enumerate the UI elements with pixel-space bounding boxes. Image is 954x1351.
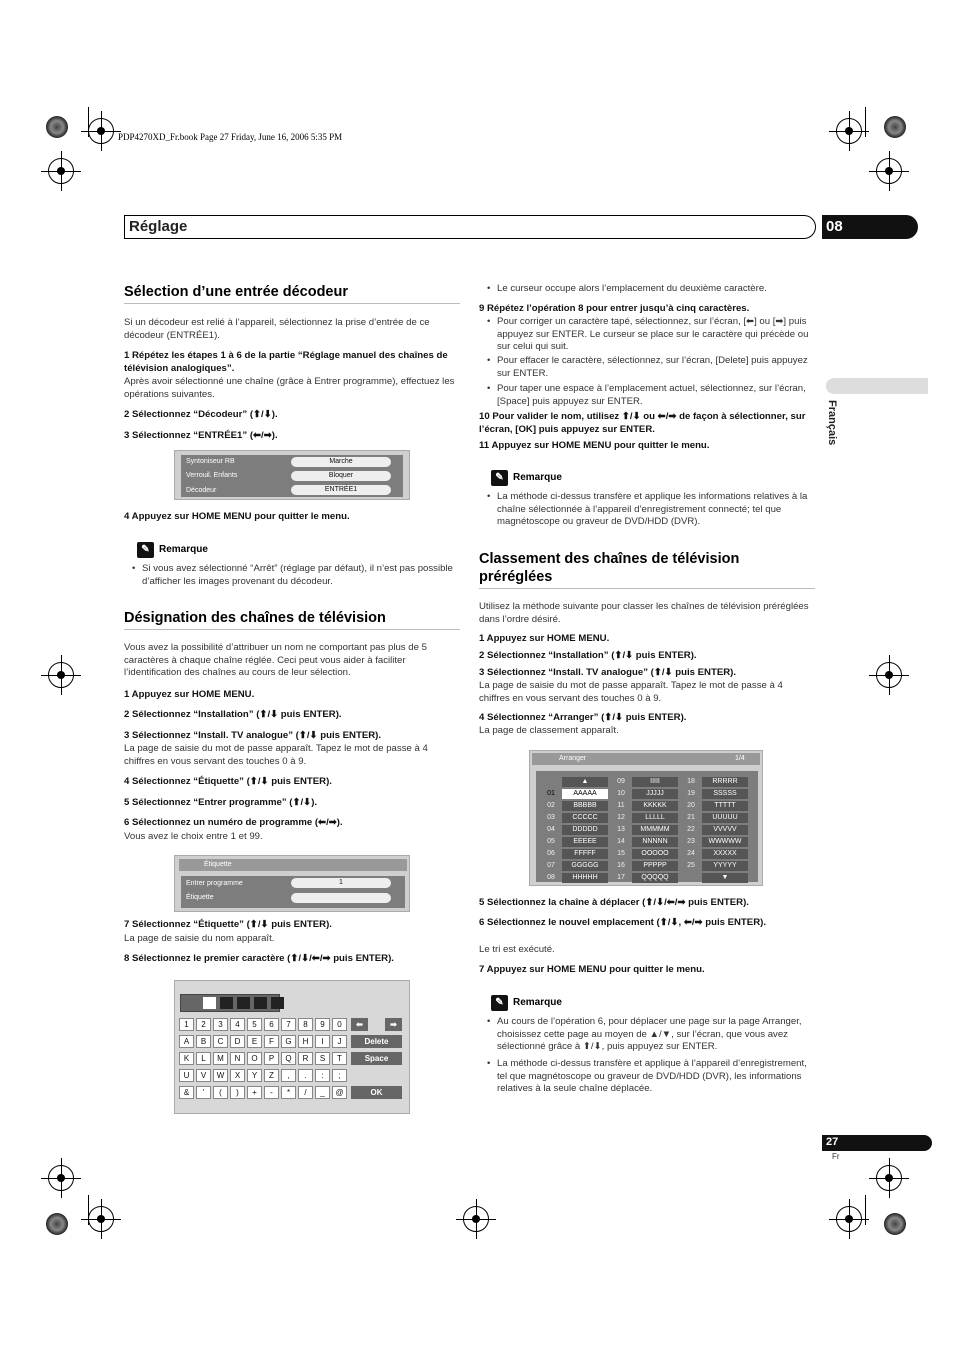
channel-number: 16 [617,862,625,869]
channel-number: 02 [547,802,555,809]
key[interactable]: N [230,1052,245,1065]
registration-star-mark [46,1213,68,1235]
channel-name[interactable]: QQQQQ [632,873,678,883]
osd-label: Syntoniseur RB [186,458,235,465]
char-slot [203,997,216,1009]
channel-name[interactable]: GGGGG [562,861,608,871]
step: 2 Sélectionnez “Installation” (⬆/⬇ puis ENTER). [124,709,342,720]
channel-number: 01 [547,790,555,797]
crosshair-mark [48,158,74,184]
channel-number: 07 [547,862,555,869]
channel-name[interactable]: NNNNN [632,837,678,847]
key[interactable]: @ [332,1086,347,1099]
note-icon: ✎ [491,470,508,486]
key[interactable]: Y [247,1069,262,1082]
section-title: Sélection d’une entrée décodeur [124,284,348,300]
channel-name[interactable]: VVVVV [702,825,748,835]
key[interactable]: M [213,1052,228,1065]
channel-number: 15 [617,850,625,857]
step: 4 Sélectionnez “Arranger” (⬆/⬇ puis ENTER). [479,712,687,723]
section-title: Classement des chaînes de télévision préréglées [479,551,740,585]
osd-value: 1 [291,878,391,888]
channel-name[interactable]: HHHHH [562,873,608,883]
arranger-title: Arranger [559,755,587,762]
key[interactable]: * [281,1086,296,1099]
registration-star-mark [884,1213,906,1235]
key[interactable]: T [332,1052,347,1065]
crosshair-mark [876,1165,902,1191]
step: 3 Sélectionnez “ENTRÉE1” (⬅/➡). [124,430,278,441]
channel-number: 08 [547,874,555,881]
key[interactable]: 1 [179,1018,194,1031]
channel-number: 24 [687,850,695,857]
step: 1 Répétez les étapes 1 à 6 de la partie “Réglage manuel des chaînes de télévision analogiques”. [124,350,448,374]
note-icon: ✎ [491,995,508,1011]
cursor-right-button[interactable]: ➡ [385,1018,402,1031]
paragraph: Utilisez la méthode suivante pour classer les chaînes de télévision préréglées dans l’ordre désiré. [479,601,809,625]
channel-number: 03 [547,814,555,821]
key[interactable]: F [264,1035,279,1048]
key[interactable]: 5 [247,1018,262,1031]
registration-star-mark [884,116,906,138]
step: 8 Sélectionnez le premier caractère (⬆/⬇/⬅/➡ puis ENTER). [124,953,394,964]
crosshair-mark [876,662,902,688]
key[interactable]: H [298,1035,313,1048]
step: 2 Sélectionnez “Installation” (⬆/⬇ puis ENTER). [479,650,697,661]
crop-line [88,1195,89,1225]
channel-name[interactable]: LLLLL [632,813,678,823]
channel-name[interactable]: RRRRR [702,777,748,787]
step: 5 Sélectionnez “Entrer programme” (⬆/⬇). [124,797,318,808]
channel-name[interactable]: AAAAA [562,789,608,799]
osd-keyboard-screen [174,980,410,1114]
divider [479,588,815,589]
key[interactable]: C [213,1035,228,1048]
key[interactable]: O [247,1052,262,1065]
channel-name[interactable]: XXXXX [702,849,748,859]
key[interactable]: . [298,1069,313,1082]
header-title: Réglage [129,218,188,235]
crop-line [865,107,866,137]
crop-line [88,107,89,137]
paragraph: Après avoir sélectionné une chaîne (grâce à Entrer programme), effectuez les opérations suivantes. [124,376,455,400]
char-slot [220,997,233,1009]
channel-number: 23 [687,838,695,845]
language-label: Français [826,400,838,446]
crosshair-mark [48,1165,74,1191]
step: 5 Sélectionnez la chaîne à déplacer (⬆/⬇/⬅/➡ puis ENTER). [479,897,749,908]
channel-number: 11 [617,802,625,809]
step: 7 Sélectionnez “Étiquette” (⬆/⬇ puis ENTER). [124,919,332,930]
key[interactable]: , [281,1069,296,1082]
paragraph: La page de classement apparaît. [479,725,619,736]
note-heading: ✎ Remarque [491,470,562,486]
channel-number [680,873,702,883]
channel-name[interactable]: SSSSS [702,789,748,799]
channel-number: 22 [687,826,695,833]
arranger-page: 1/4 [735,755,745,762]
ok-button[interactable]: OK [351,1086,402,1099]
key[interactable]: X [230,1069,245,1082]
channel-name[interactable]: WWWWW [702,837,748,847]
key[interactable]: W [213,1069,228,1082]
channel-number: 20 [687,802,695,809]
paragraph: Le tri est exécuté. [479,944,555,955]
osd-value: Bloquer [291,471,391,481]
osd-label: Décodeur [186,487,217,494]
step: 4 Appuyez sur HOME MENU pour quitter le menu. [124,511,350,522]
key[interactable]: ( [213,1086,228,1099]
step: 6 Sélectionnez un numéro de programme (⬅/➡). [124,817,343,828]
paragraph: La page de saisie du mot de passe apparaît. Tapez le mot de passe à 4 chiffres en vous servant des touches 0 à 9. [479,680,783,704]
crosshair-mark [463,1206,489,1232]
paragraph: La page de saisie du mot de passe apparaît. Tapez le mot de passe à 4 chiffres en vous servant des touches 0 à 9. [124,743,428,767]
key[interactable]: 8 [298,1018,313,1031]
channel-number: 05 [547,838,555,845]
key[interactable]: P [264,1052,279,1065]
note-heading: ✎ Remarque [491,995,562,1011]
char-slot [271,997,284,1009]
step: 3 Sélectionnez “Install. TV analogue” (⬆/⬇ puis ENTER). [479,667,737,678]
step: 1 Appuyez sur HOME MENU. [124,689,255,700]
osd-label-screen [174,855,410,912]
key[interactable]: G [281,1035,296,1048]
step: 3 Sélectionnez “Install. TV analogue” (⬆/⬇ puis ENTER). [124,730,382,741]
channel-number [540,777,562,787]
crosshair-mark [88,1206,114,1232]
paragraph: La page de saisie du nom apparaît. [124,933,275,944]
channel-number: 17 [617,874,625,881]
osd-title: Étiquette [204,861,232,868]
key[interactable]: _ [315,1086,330,1099]
note-bullet: • La méthode ci-dessus transfère et applique les informations relatives à la chaîne sélectionnée à l’appareil d’enregistrement connecté; tel que magnétoscope ou graveur de DVD/HDD (DVR). [485,491,815,529]
osd-label: Entrer programme [186,880,243,887]
crosshair-mark [836,118,862,144]
key[interactable]: K [179,1052,194,1065]
key[interactable]: A [179,1035,194,1048]
step: 6 Sélectionnez le nouvel emplacement (⬆/⬇, ⬅/➡ puis ENTER). [479,917,766,928]
char-slot [237,997,250,1009]
channel-name[interactable]: KKKKK [632,801,678,811]
channel-name[interactable]: ▲ [562,777,608,787]
bullet: • Pour taper une espace à l’emplacement actuel, sélectionnez, sur l’écran, [Space] puis appuyez sur ENTER. [485,383,815,408]
chapter-number: 08 [822,215,918,239]
channel-name[interactable]: UUUUU [702,813,748,823]
channel-number: 04 [547,826,555,833]
osd-value-empty [291,893,391,903]
step: 10 Pour valider le nom, utilisez ⬆/⬇ ou ⬅/➡ de façon à sélectionner, sur l’écran, [OK] puis appuyez sur ENTER. [479,411,806,435]
channel-name[interactable]: PPPPP [632,861,678,871]
channel-name[interactable]: MMMMM [632,825,678,835]
key[interactable]: Z [264,1069,279,1082]
step: 7 Appuyez sur HOME MENU pour quitter le menu. [479,964,705,975]
chapter-header [124,215,816,239]
channel-name[interactable]: OOOOO [632,849,678,859]
language-tab [826,378,928,394]
divider [124,629,460,630]
note-heading: ✎ Remarque [137,542,208,558]
channel-number: 14 [617,838,625,845]
channel-name[interactable]: CCCCC [562,813,608,823]
char-slot [254,997,267,1009]
note-bullet: • La méthode ci-dessus transfère et applique à l’appareil d’enregistrement, tel que magnétoscope ou graveur de DVD/HDD (DVR), les informations relatives à la seule chaîne déplacée. [485,1058,815,1096]
channel-name[interactable]: BBBBB [562,801,608,811]
channel-name[interactable]: DDDDD [562,825,608,835]
key[interactable]: S [315,1052,330,1065]
osd-value: Marche [291,457,391,467]
key[interactable]: E [247,1035,262,1048]
step: 4 Sélectionnez “Étiquette” (⬆/⬇ puis ENTER). [124,776,332,787]
key[interactable]: : [315,1069,330,1082]
divider [124,303,460,304]
key[interactable]: 3 [213,1018,228,1031]
bullet: • Le curseur occupe alors l’emplacement du deuxième caractère. [485,283,815,296]
channel-number: 25 [687,862,695,869]
channel-number: 13 [617,826,625,833]
step: 11 Appuyez sur HOME MENU pour quitter le menu. [479,440,710,451]
cursor-left-button[interactable]: ⬅ [351,1018,368,1031]
key[interactable]: + [247,1086,262,1099]
paragraph: Vous avez la possibilité d’attribuer un nom ne comportant pas plus de 5 caractères à chaque chaîne réglée. Ceci peut vous aider à faciliter l’identification des chaînes au cours de leur sélection. [124,642,427,679]
osd-decoder-screen [174,450,410,500]
bullet: • Pour corriger un caractère tapé, sélectionnez, sur l’écran, [⬅] ou [➡] puis appuyez sur ENTER. Le curseur se place sur le caractère qui précède ou sur celui qui suit. [485,316,815,354]
channel-number: 10 [617,790,625,797]
key[interactable]: L [196,1052,211,1065]
key[interactable]: 6 [264,1018,279,1031]
channel-name[interactable]: EEEEE [562,837,608,847]
channel-number: 09 [617,778,625,785]
osd-arranger-screen [529,750,763,886]
crosshair-mark [48,662,74,688]
step: 9 Répétez l’opération 8 pour entrer jusqu’à cinq caractères. [479,303,750,314]
key[interactable]: - [264,1086,279,1099]
key[interactable]: ; [332,1069,347,1082]
page-lang: Fr [832,1152,840,1161]
paragraph: Vous avez le choix entre 1 et 99. [124,831,263,842]
book-line: PDP4270XD_Fr.book Page 27 Friday, June 16, 2006 5:35 PM [118,132,343,142]
key[interactable]: 4 [230,1018,245,1031]
channel-number: 21 [687,814,695,821]
key[interactable]: V [196,1069,211,1082]
osd-label: Étiquette [186,894,214,901]
crosshair-mark [836,1206,862,1232]
registration-star-mark [46,116,68,138]
delete-button[interactable]: Delete [351,1035,402,1048]
note-bullet: • Si vous avez sélectionné “Arrêt” (réglage par défaut), il n’est pas possible d’afficher les images provenant du décodeur. [130,563,460,588]
key[interactable]: & [179,1086,194,1099]
channel-name[interactable]: FFFFF [562,849,608,859]
section-title: Désignation des chaînes de télévision [124,610,386,626]
channel-number: 12 [617,814,625,821]
note-icon: ✎ [137,542,154,558]
channel-name[interactable]: YYYYY [702,861,748,871]
crop-line [865,1195,866,1225]
key[interactable]: ) [230,1086,245,1099]
key[interactable]: 0 [332,1018,347,1031]
channel-name[interactable]: IIIII [632,777,678,787]
channel-name[interactable]: JJJJJ [632,789,678,799]
channel-name[interactable]: ▼ [702,873,748,883]
key[interactable]: D [230,1035,245,1048]
space-button[interactable]: Space [351,1052,402,1065]
key[interactable]: U [179,1069,194,1082]
osd-value: ENTRÉE1 [291,485,391,495]
key[interactable]: Q [281,1052,296,1065]
key[interactable]: / [298,1086,313,1099]
key[interactable]: 7 [281,1018,296,1031]
key[interactable]: 9 [315,1018,330,1031]
key[interactable]: I [315,1035,330,1048]
step: 1 Appuyez sur HOME MENU. [479,633,610,644]
page-number: 27 [822,1135,932,1151]
channel-number: 19 [687,790,695,797]
key[interactable]: B [196,1035,211,1048]
note-bullet: • Au cours de l’opération 6, pour déplacer une page sur la page Arranger, choisissez cette page au moyen de ▲/▼, sur l’écran, que vous avez sélectionné grâce à ⬆/⬇, puis appuyez sur ENTER. [485,1016,815,1054]
step: 2 Sélectionnez “Décodeur” (⬆/⬇). [124,409,278,420]
key[interactable]: R [298,1052,313,1065]
bullet: • Pour effacer le caractère, sélectionnez, sur l’écran, [Delete] puis appuyez sur ENTER. [485,355,815,380]
crosshair-mark [88,118,114,144]
key[interactable]: J [332,1035,347,1048]
paragraph: Si un décodeur est relié à l’appareil, sélectionnez la prise d’entrée de ce décodeur (ENTRÉE1). [124,317,430,341]
channel-name[interactable]: TTTTT [702,801,748,811]
key[interactable]: ' [196,1086,211,1099]
channel-number: 06 [547,850,555,857]
key[interactable]: 2 [196,1018,211,1031]
channel-number: 18 [687,778,695,785]
crosshair-mark [876,158,902,184]
osd-label: Verrouil. Enfants [186,472,238,479]
